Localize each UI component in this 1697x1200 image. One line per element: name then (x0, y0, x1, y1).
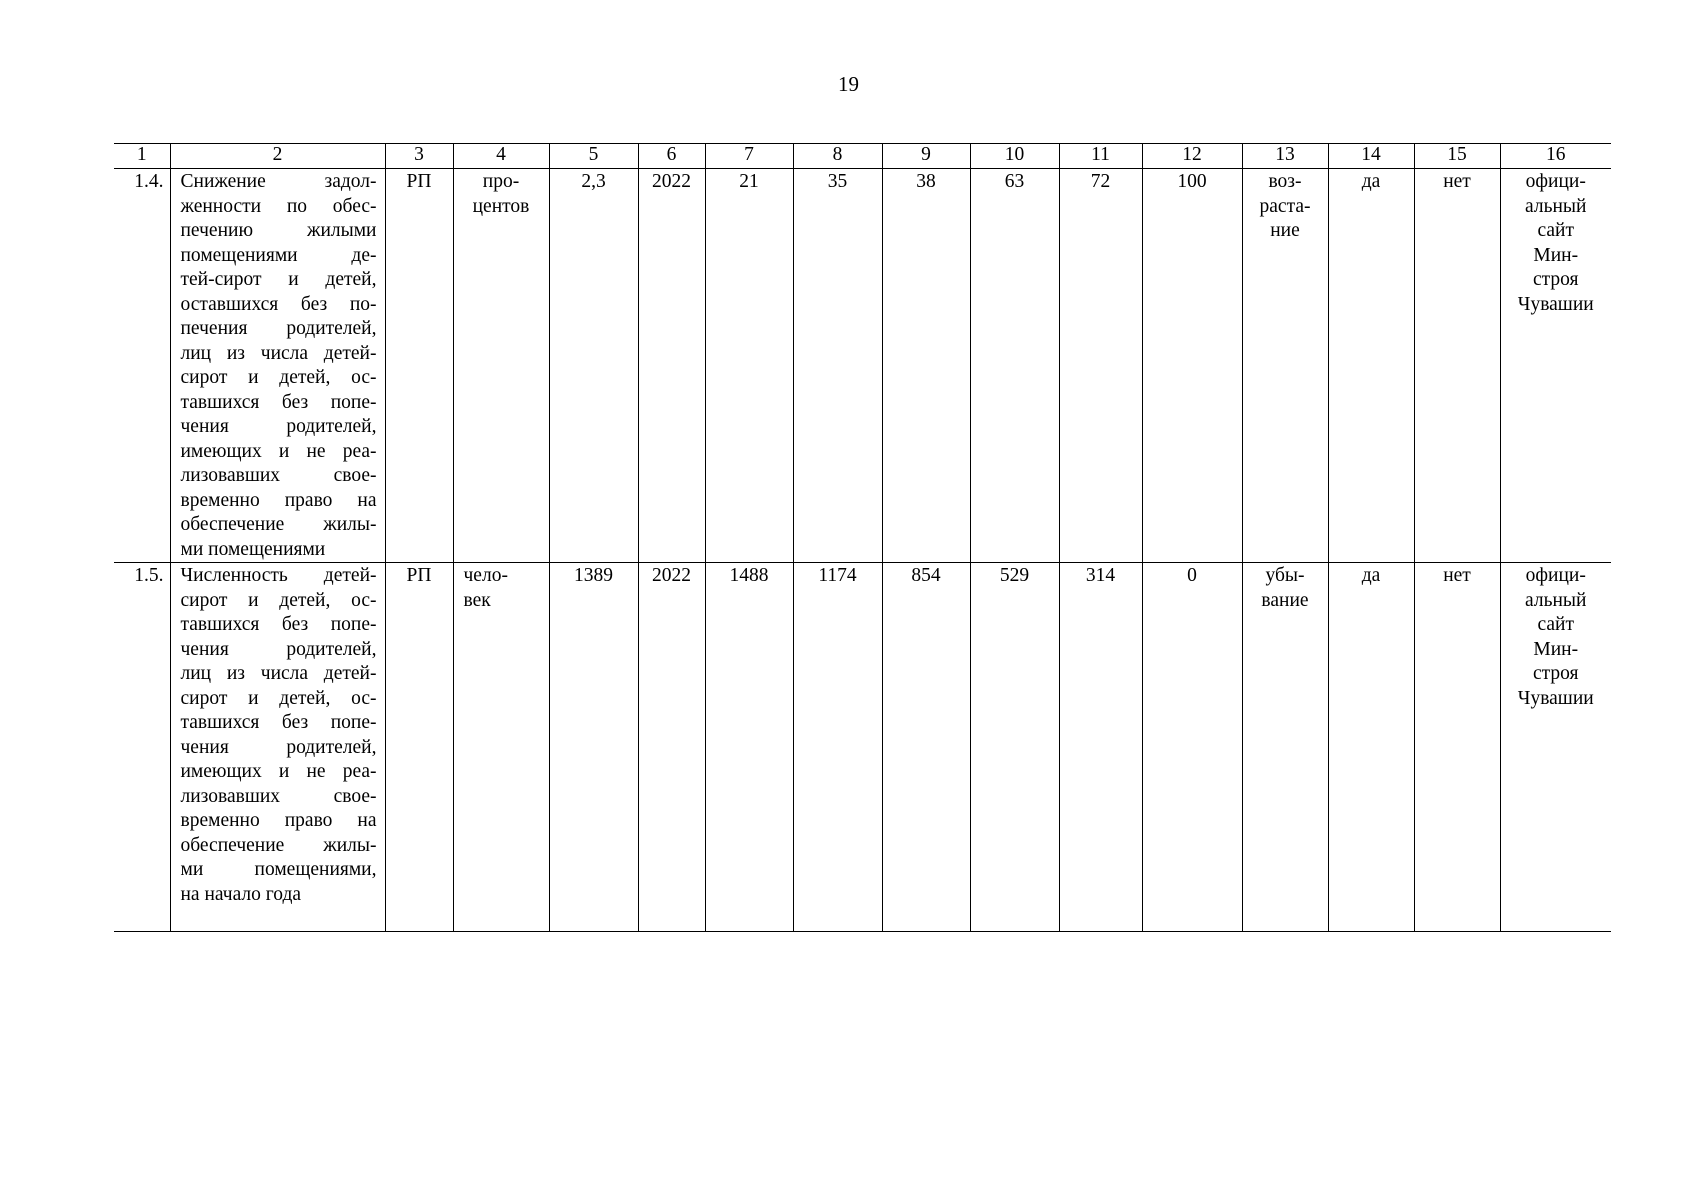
value-cell: 0 (1142, 563, 1242, 932)
column-number-11: 11 (1059, 144, 1142, 169)
table-header-row (114, 144, 1611, 169)
column-number-12: 12 (1142, 144, 1242, 169)
description-line: имеющих и не реа- (180, 440, 377, 462)
value-cell: 854 (882, 563, 970, 932)
description-line: сирот и детей, ос- (180, 687, 377, 709)
description-line: Численность детей- (180, 565, 377, 586)
base-value-cell: 2,3 (549, 169, 638, 563)
row-number: 1.5. (114, 563, 170, 932)
column-number-1: 1 (114, 144, 170, 169)
column-number-2: 2 (170, 144, 385, 169)
description-line: временно право на (180, 489, 377, 511)
value-cell: 63 (970, 169, 1059, 563)
value-cell: 21 (705, 169, 793, 563)
flag-cell: нет (1414, 169, 1500, 563)
value-cell: 35 (793, 169, 882, 563)
description-line: ми помещениями (180, 538, 326, 560)
description-line: обеспечение жилы- (180, 834, 377, 856)
description-line: временно право на (180, 810, 377, 831)
column-number-13: 13 (1242, 144, 1328, 169)
description-line: обеспечение жилы- (180, 514, 377, 535)
description-line: лизовавших свое- (180, 785, 377, 807)
source-cell: офици- альный сайт Мин- строя Чувашии (1500, 563, 1611, 932)
indicator-description (170, 169, 385, 563)
source-cell: офици- альный сайт Мин- строя Чувашии (1500, 169, 1611, 563)
description-line: лиц из числа детей- (180, 342, 377, 364)
description-line: печению жилыми (180, 220, 377, 241)
description-line: тей-сирот и детей, (180, 269, 377, 290)
description-line: оставшихся без по- (180, 293, 377, 315)
description-line: на начало года (180, 883, 302, 905)
indicators-table (114, 143, 1611, 932)
description-line: ми помещениями, (180, 859, 377, 880)
flag-cell: да (1328, 563, 1414, 932)
description-line: женности по обес- (180, 195, 377, 217)
column-number-6: 6 (638, 144, 705, 169)
table-row (114, 563, 1611, 932)
unit-cell: чело- век (453, 563, 549, 932)
column-number-10: 10 (970, 144, 1059, 169)
trend-cell: убы- вание (1242, 563, 1328, 932)
description-line: имеющих и не реа- (180, 761, 377, 782)
description-line: тавшихся без попе- (180, 614, 377, 635)
value-cell: 1174 (793, 563, 882, 932)
column-number-14: 14 (1328, 144, 1414, 169)
value-cell: 72 (1059, 169, 1142, 563)
base-year-cell: 2022 (638, 169, 705, 563)
value-cell: 100 (1142, 169, 1242, 563)
flag-cell: нет (1414, 563, 1500, 932)
table-row (114, 169, 1611, 563)
column-number-16: 16 (1500, 144, 1611, 169)
unit-cell: про- центов (453, 169, 549, 563)
value-cell: 38 (882, 169, 970, 563)
value-cell: 314 (1059, 563, 1142, 932)
description-line: чения родителей, (180, 416, 377, 437)
column-number-3: 3 (385, 144, 453, 169)
level-cell: РП (385, 169, 453, 563)
description-line: лизовавших свое- (180, 465, 377, 486)
page-number: 19 (838, 72, 859, 96)
description-line: Снижение задол- (180, 171, 377, 192)
column-number-9: 9 (882, 144, 970, 169)
description-line: тавшихся без попе- (180, 712, 377, 733)
value-cell: 1488 (705, 563, 793, 932)
column-number-4: 4 (453, 144, 549, 169)
row-number: 1.4. (114, 169, 170, 563)
flag-cell: да (1328, 169, 1414, 563)
indicator-description (170, 563, 385, 932)
description-line: печения родителей, (180, 318, 377, 339)
description-line: чения родителей, (180, 638, 377, 660)
description-line: лиц из числа детей- (180, 663, 377, 684)
description-line: тавшихся без попе- (180, 391, 377, 413)
description-line: чения родителей, (180, 736, 377, 758)
base-value-cell: 1389 (549, 563, 638, 932)
value-cell: 529 (970, 563, 1059, 932)
description-line: сирот и детей, ос- (180, 367, 377, 388)
base-year-cell: 2022 (638, 563, 705, 932)
description-line: помещениями де- (180, 244, 377, 266)
level-cell: РП (385, 563, 453, 932)
column-number-15: 15 (1414, 144, 1500, 169)
description-line: сирот и детей, ос- (180, 589, 377, 611)
column-number-8: 8 (793, 144, 882, 169)
column-number-5: 5 (549, 144, 638, 169)
column-number-7: 7 (705, 144, 793, 169)
trend-cell: воз- раста- ние (1242, 169, 1328, 563)
